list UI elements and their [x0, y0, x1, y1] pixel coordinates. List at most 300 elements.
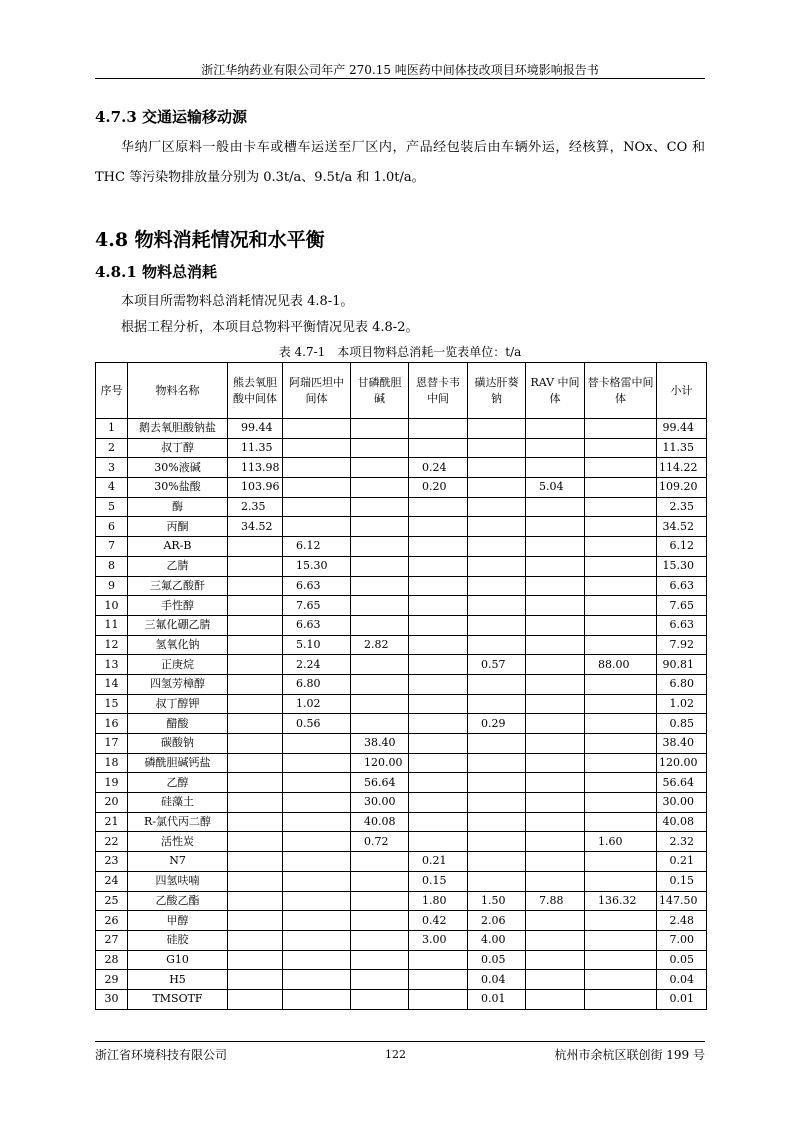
cell-name: 醋酸 [128, 714, 228, 734]
cell-entecavir [409, 812, 468, 832]
cell-seq: 28 [96, 950, 128, 970]
cell-gpc [351, 714, 409, 734]
cell-entecavir [409, 793, 468, 813]
cell-fondaparinux: 0.04 [468, 970, 526, 990]
cell-gpc [351, 950, 409, 970]
table-row [96, 458, 707, 478]
cell-aprepitant: 6.63 [283, 576, 351, 596]
cell-name: 硅胶 [128, 930, 228, 950]
cell-name: G10 [128, 950, 228, 970]
cell-entecavir [409, 576, 468, 596]
cell-aprepitant [283, 458, 351, 478]
table-caption: 表 4.7-1 本项目物料总消耗一览表单位：t/a [278, 345, 522, 359]
cell-rav [526, 714, 585, 734]
cell-subtotal: 6.63 [657, 576, 707, 596]
table-row [96, 694, 707, 714]
cell-subtotal: 114.22 [657, 458, 707, 478]
header-name: 物料名称 [128, 363, 228, 419]
table-row [96, 930, 707, 950]
cell-fondaparinux [468, 694, 526, 714]
cell-ticagrelor [585, 950, 657, 970]
cell-fondaparinux [468, 793, 526, 813]
cell-seq: 10 [96, 596, 128, 616]
cell-subtotal: 6.63 [657, 615, 707, 635]
cell-ticagrelor [585, 458, 657, 478]
cell-udca: 2.35 [228, 497, 283, 517]
cell-name: 三氟化硼乙腈 [128, 615, 228, 635]
cell-rav [526, 911, 585, 931]
cell-ticagrelor [585, 635, 657, 655]
table-row [96, 871, 707, 891]
table-row [96, 714, 707, 734]
cell-seq: 6 [96, 517, 128, 537]
header-ticagrelor: 替卡格雷中间体 [585, 363, 657, 419]
cell-subtotal: 0.15 [657, 871, 707, 891]
table-row [96, 556, 707, 576]
cell-ticagrelor [585, 576, 657, 596]
cell-udca [228, 911, 283, 931]
cell-seq: 1 [96, 419, 128, 439]
header-udca: 熊去氧胆酸中间体 [228, 363, 283, 419]
cell-entecavir [409, 714, 468, 734]
cell-entecavir [409, 753, 468, 773]
cell-gpc [351, 674, 409, 694]
cell-gpc: 56.64 [351, 773, 409, 793]
cell-subtotal: 7.92 [657, 635, 707, 655]
cell-aprepitant [283, 478, 351, 498]
cell-entecavir [409, 419, 468, 439]
cell-ticagrelor [585, 596, 657, 616]
cell-gpc [351, 537, 409, 557]
cell-ticagrelor [585, 556, 657, 576]
cell-fondaparinux [468, 419, 526, 439]
cell-udca [228, 655, 283, 675]
cell-name: AR-B [128, 537, 228, 557]
cell-entecavir: 0.15 [409, 871, 468, 891]
cell-name: TMSOTF [128, 989, 228, 1009]
cell-entecavir [409, 517, 468, 537]
cell-entecavir [409, 674, 468, 694]
cell-aprepitant [283, 852, 351, 872]
cell-name: 30%盐酸 [128, 478, 228, 498]
cell-aprepitant [283, 793, 351, 813]
table-row [96, 852, 707, 872]
cell-ticagrelor [585, 537, 657, 557]
table-row [96, 911, 707, 931]
cell-name: N7 [128, 852, 228, 872]
cell-ticagrelor [585, 753, 657, 773]
cell-seq: 8 [96, 556, 128, 576]
cell-entecavir [409, 950, 468, 970]
cell-udca [228, 674, 283, 694]
material-consumption-table [95, 362, 707, 1010]
cell-ticagrelor [585, 438, 657, 458]
cell-gpc: 38.40 [351, 734, 409, 754]
cell-gpc [351, 438, 409, 458]
cell-aprepitant [283, 989, 351, 1009]
cell-fondaparinux: 0.29 [468, 714, 526, 734]
cell-rav [526, 438, 585, 458]
cell-entecavir: 0.20 [409, 478, 468, 498]
cell-name: 乙酸乙酯 [128, 891, 228, 911]
cell-gpc [351, 871, 409, 891]
cell-aprepitant: 0.56 [283, 714, 351, 734]
section-4-8-1-line-1: 本项目所需物料总消耗情况见表 4.8-1。 [121, 294, 354, 309]
cell-gpc [351, 497, 409, 517]
cell-gpc: 30.00 [351, 793, 409, 813]
cell-aprepitant [283, 419, 351, 439]
table-row [96, 734, 707, 754]
cell-name: 叔丁醇 [128, 438, 228, 458]
table-row [96, 615, 707, 635]
cell-name: 乙腈 [128, 556, 228, 576]
table-row [96, 419, 707, 439]
cell-fondaparinux: 0.57 [468, 655, 526, 675]
cell-subtotal: 15.30 [657, 556, 707, 576]
table-row [96, 793, 707, 813]
cell-entecavir [409, 773, 468, 793]
cell-ticagrelor [585, 773, 657, 793]
cell-rav [526, 576, 585, 596]
table-row [96, 812, 707, 832]
cell-aprepitant: 2.24 [283, 655, 351, 675]
cell-aprepitant: 6.80 [283, 674, 351, 694]
cell-rav [526, 852, 585, 872]
cell-subtotal: 7.65 [657, 596, 707, 616]
cell-seq: 16 [96, 714, 128, 734]
cell-subtotal: 38.40 [657, 734, 707, 754]
cell-entecavir [409, 832, 468, 852]
cell-name: 氢氧化钠 [128, 635, 228, 655]
cell-seq: 9 [96, 576, 128, 596]
section-4-7-3-body: 华纳厂区原料一般由卡车或槽车运送至厂区内，产品经包装后由车辆外运，经核算，NOx、CO 和 THC 等污染物排放量分别为 0.3t/a、9.5t/a 和 1.0t/a。 [95, 140, 705, 185]
cell-rav [526, 635, 585, 655]
cell-fondaparinux [468, 734, 526, 754]
cell-aprepitant [283, 911, 351, 931]
cell-fondaparinux [468, 458, 526, 478]
cell-udca [228, 537, 283, 557]
cell-seq: 12 [96, 635, 128, 655]
cell-seq: 13 [96, 655, 128, 675]
cell-fondaparinux: 2.06 [468, 911, 526, 931]
table-row [96, 537, 707, 557]
cell-gpc [351, 970, 409, 990]
cell-seq: 22 [96, 832, 128, 852]
cell-ticagrelor [585, 793, 657, 813]
cell-ticagrelor [585, 852, 657, 872]
cell-name: 碳酸钠 [128, 734, 228, 754]
cell-seq: 24 [96, 871, 128, 891]
cell-rav [526, 793, 585, 813]
cell-ticagrelor [585, 478, 657, 498]
cell-udca [228, 556, 283, 576]
cell-aprepitant [283, 832, 351, 852]
section-4-8-1-line-2: 根据工程分析，本项目总物料平衡情况见表 4.8-2。 [121, 320, 419, 335]
cell-name: 活性炭 [128, 832, 228, 852]
cell-seq: 26 [96, 911, 128, 931]
cell-subtotal: 109.20 [657, 478, 707, 498]
cell-fondaparinux [468, 812, 526, 832]
cell-name: 硅藻土 [128, 793, 228, 813]
header-gpc: 甘磷酰胆碱 [351, 363, 409, 419]
cell-rav [526, 812, 585, 832]
cell-fondaparinux [468, 852, 526, 872]
cell-rav [526, 871, 585, 891]
cell-aprepitant [283, 812, 351, 832]
cell-fondaparinux [468, 576, 526, 596]
cell-seq: 30 [96, 989, 128, 1009]
cell-seq: 21 [96, 812, 128, 832]
cell-seq: 27 [96, 930, 128, 950]
cell-seq: 5 [96, 497, 128, 517]
cell-entecavir [409, 635, 468, 655]
cell-aprepitant [283, 871, 351, 891]
cell-name: 正庚烷 [128, 655, 228, 675]
table-row [96, 478, 707, 498]
cell-entecavir [409, 596, 468, 616]
cell-fondaparinux [468, 537, 526, 557]
cell-rav [526, 517, 585, 537]
cell-subtotal: 40.08 [657, 812, 707, 832]
cell-name: 叔丁醇钾 [128, 694, 228, 714]
cell-seq: 17 [96, 734, 128, 754]
cell-gpc [351, 911, 409, 931]
cell-subtotal: 99.44 [657, 419, 707, 439]
header-fondaparinux: 磺达肝葵钠 [468, 363, 526, 419]
cell-name: 甲醇 [128, 911, 228, 931]
cell-udca [228, 950, 283, 970]
table-row [96, 576, 707, 596]
cell-subtotal: 11.35 [657, 438, 707, 458]
cell-rav [526, 989, 585, 1009]
cell-ticagrelor [585, 517, 657, 537]
cell-ticagrelor: 1.60 [585, 832, 657, 852]
cell-fondaparinux [468, 773, 526, 793]
cell-name: 乙醇 [128, 773, 228, 793]
cell-rav [526, 832, 585, 852]
cell-aprepitant [283, 950, 351, 970]
footer-address: 杭州市余杭区联创街 199 号 [554, 1048, 705, 1062]
cell-fondaparinux [468, 635, 526, 655]
cell-gpc [351, 478, 409, 498]
cell-fondaparinux [468, 832, 526, 852]
cell-fondaparinux [468, 478, 526, 498]
cell-aprepitant [283, 970, 351, 990]
cell-seq: 29 [96, 970, 128, 990]
cell-seq: 2 [96, 438, 128, 458]
cell-rav [526, 950, 585, 970]
cell-fondaparinux [468, 596, 526, 616]
cell-subtotal: 1.02 [657, 694, 707, 714]
cell-rav [526, 497, 585, 517]
cell-udca [228, 615, 283, 635]
cell-gpc [351, 596, 409, 616]
cell-aprepitant: 6.12 [283, 537, 351, 557]
table-row [96, 438, 707, 458]
table-row [96, 832, 707, 852]
cell-subtotal: 2.48 [657, 911, 707, 931]
cell-aprepitant: 15.30 [283, 556, 351, 576]
cell-entecavir: 0.42 [409, 911, 468, 931]
cell-udca [228, 970, 283, 990]
cell-subtotal: 0.85 [657, 714, 707, 734]
cell-subtotal: 56.64 [657, 773, 707, 793]
table-row [96, 891, 707, 911]
section-4-8-heading: 4.8 物料消耗情况和水平衡 [95, 229, 325, 251]
header-rav: RAV 中间体 [526, 363, 585, 419]
cell-entecavir [409, 655, 468, 675]
cell-name: 鹅去氧胆酸钠盐 [128, 419, 228, 439]
cell-gpc [351, 576, 409, 596]
cell-name: 三氟乙酸酐 [128, 576, 228, 596]
cell-subtotal: 34.52 [657, 517, 707, 537]
cell-gpc [351, 891, 409, 911]
cell-subtotal: 0.05 [657, 950, 707, 970]
cell-subtotal: 147.50 [657, 891, 707, 911]
cell-gpc: 0.72 [351, 832, 409, 852]
cell-fondaparinux: 0.01 [468, 989, 526, 1009]
cell-fondaparinux: 4.00 [468, 930, 526, 950]
cell-aprepitant [283, 517, 351, 537]
cell-name: 30%液碱 [128, 458, 228, 478]
cell-name: H5 [128, 970, 228, 990]
cell-udca [228, 694, 283, 714]
cell-rav [526, 930, 585, 950]
cell-subtotal: 0.21 [657, 852, 707, 872]
section-4-7-3-heading: 4.7.3 交通运输移动源 [95, 108, 247, 126]
cell-subtotal: 0.01 [657, 989, 707, 1009]
cell-udca [228, 793, 283, 813]
table-row [96, 596, 707, 616]
cell-udca: 113.98 [228, 458, 283, 478]
cell-gpc [351, 615, 409, 635]
cell-entecavir [409, 537, 468, 557]
cell-ticagrelor [585, 970, 657, 990]
cell-ticagrelor [585, 419, 657, 439]
cell-udca [228, 871, 283, 891]
cell-gpc [351, 989, 409, 1009]
cell-subtotal: 0.04 [657, 970, 707, 990]
cell-aprepitant [283, 497, 351, 517]
table-row [96, 989, 707, 1009]
cell-aprepitant: 7.65 [283, 596, 351, 616]
cell-name: R-氯代丙二醇 [128, 812, 228, 832]
cell-subtotal: 2.35 [657, 497, 707, 517]
cell-entecavir: 0.21 [409, 852, 468, 872]
cell-seq: 20 [96, 793, 128, 813]
cell-rav [526, 419, 585, 439]
cell-subtotal: 6.12 [657, 537, 707, 557]
cell-gpc [351, 458, 409, 478]
cell-name: 酶 [128, 497, 228, 517]
table-row [96, 674, 707, 694]
cell-ticagrelor [585, 694, 657, 714]
cell-seq: 23 [96, 852, 128, 872]
table-row [96, 517, 707, 537]
cell-gpc [351, 517, 409, 537]
cell-fondaparinux [468, 753, 526, 773]
cell-seq: 19 [96, 773, 128, 793]
cell-subtotal: 6.80 [657, 674, 707, 694]
cell-udca [228, 832, 283, 852]
cell-entecavir [409, 694, 468, 714]
cell-aprepitant [283, 438, 351, 458]
cell-udca [228, 773, 283, 793]
cell-entecavir [409, 615, 468, 635]
header-rule [95, 78, 705, 79]
table-header-row [96, 363, 707, 419]
cell-entecavir [409, 989, 468, 1009]
cell-seq: 7 [96, 537, 128, 557]
cell-udca [228, 635, 283, 655]
cell-udca [228, 812, 283, 832]
table-row [96, 950, 707, 970]
cell-gpc [351, 694, 409, 714]
cell-seq: 4 [96, 478, 128, 498]
cell-entecavir [409, 438, 468, 458]
cell-fondaparinux [468, 517, 526, 537]
cell-udca [228, 714, 283, 734]
cell-rav [526, 615, 585, 635]
cell-rav: 7.88 [526, 891, 585, 911]
cell-gpc: 40.08 [351, 812, 409, 832]
cell-ticagrelor [585, 911, 657, 931]
cell-entecavir: 3.00 [409, 930, 468, 950]
cell-rav [526, 753, 585, 773]
cell-name: 手性醇 [128, 596, 228, 616]
cell-subtotal: 2.32 [657, 832, 707, 852]
cell-udca [228, 596, 283, 616]
cell-udca: 11.35 [228, 438, 283, 458]
footer-company: 浙江省环境科技有限公司 [95, 1048, 228, 1062]
cell-gpc [351, 419, 409, 439]
cell-udca: 34.52 [228, 517, 283, 537]
cell-name: 磷酰胆碱钙盐 [128, 753, 228, 773]
header-entecavir: 恩替卡韦中间 [409, 363, 468, 419]
cell-aprepitant [283, 734, 351, 754]
cell-aprepitant [283, 930, 351, 950]
cell-seq: 3 [96, 458, 128, 478]
cell-udca [228, 576, 283, 596]
cell-subtotal: 7.00 [657, 930, 707, 950]
cell-ticagrelor: 136.32 [585, 891, 657, 911]
cell-gpc [351, 556, 409, 576]
cell-ticagrelor [585, 615, 657, 635]
cell-rav [526, 458, 585, 478]
cell-rav [526, 970, 585, 990]
cell-gpc: 120.00 [351, 753, 409, 773]
cell-name: 丙酮 [128, 517, 228, 537]
cell-ticagrelor: 88.00 [585, 655, 657, 675]
section-4-8-1-heading: 4.8.1 物料总消耗 [95, 263, 217, 281]
cell-fondaparinux [468, 556, 526, 576]
cell-rav [526, 537, 585, 557]
cell-seq: 25 [96, 891, 128, 911]
running-header: 浙江华纳药业有限公司年产 270.15 吨医药中间体技改项目环境影响报告书 [201, 63, 599, 77]
table-row [96, 773, 707, 793]
cell-fondaparinux [468, 871, 526, 891]
cell-aprepitant [283, 753, 351, 773]
cell-udca: 103.96 [228, 478, 283, 498]
footer-rule [95, 1041, 705, 1042]
cell-aprepitant [283, 891, 351, 911]
cell-udca [228, 852, 283, 872]
cell-entecavir [409, 970, 468, 990]
cell-udca [228, 989, 283, 1009]
cell-seq: 15 [96, 694, 128, 714]
cell-aprepitant: 1.02 [283, 694, 351, 714]
cell-ticagrelor [585, 674, 657, 694]
